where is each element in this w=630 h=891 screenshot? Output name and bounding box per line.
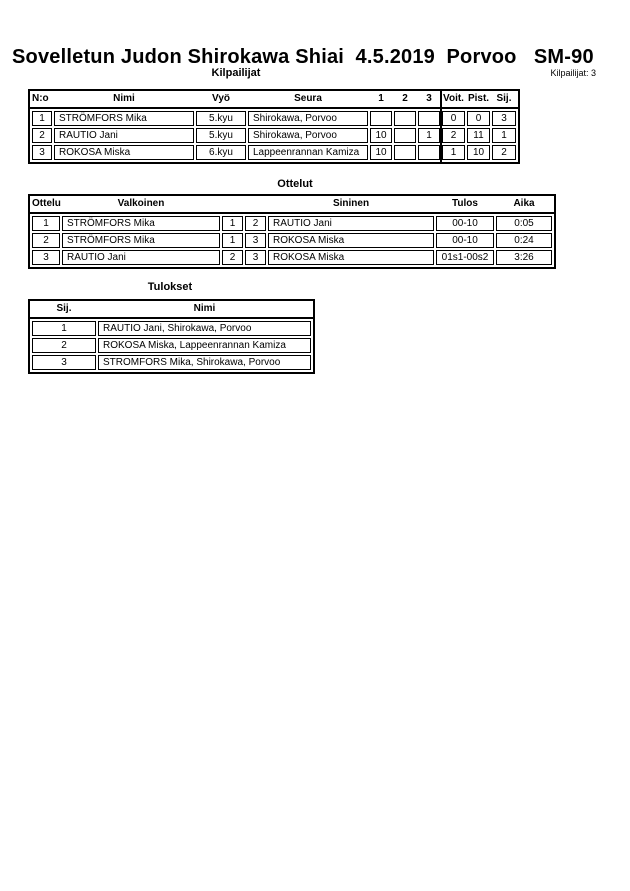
match-time: 0:05 xyxy=(496,216,552,231)
results-table-body xyxy=(30,319,313,372)
page-title: Sovelletun Judon Shirokawa Shiai 4.5.2019 Porvoo SM-90 xyxy=(12,46,594,68)
result-name: STROMFORS Mika, Shirokawa, Porvoo xyxy=(98,355,311,370)
competitor-count-label: Kilpailijat: 3 xyxy=(550,68,596,78)
competitor-score-r2 xyxy=(394,145,416,160)
match-white-name: STRÖMFORS Mika xyxy=(62,233,220,248)
col-header-name: Nimi xyxy=(193,303,216,314)
competitor-wins: 0 xyxy=(442,111,465,126)
result-place: 2 xyxy=(32,338,96,353)
match-time: 3:26 xyxy=(496,250,552,265)
competitor-place: 1 xyxy=(492,128,516,143)
matches-table xyxy=(28,194,556,269)
match-no: 1 xyxy=(32,216,60,231)
competitor-place: 2 xyxy=(492,145,516,160)
match-white-no: 1 xyxy=(222,216,243,231)
competitor-score-r1: 10 xyxy=(370,128,392,143)
competitor-belt: 6.kyu xyxy=(196,145,246,160)
match-white-name: STRÖMFORS Mika xyxy=(62,216,220,231)
match-no: 2 xyxy=(32,233,60,248)
competitor-wins: 2 xyxy=(442,128,465,143)
competitor-score-r3 xyxy=(418,111,440,126)
col-header-club: Seura xyxy=(294,93,322,104)
competitors-section-heading: Kilpailijat xyxy=(211,67,261,79)
result-name: RAUTIO Jani, Shirokawa, Porvoo xyxy=(98,321,311,336)
col-header-result: Tulos xyxy=(452,198,478,209)
col-header-points: Pist. xyxy=(467,93,490,104)
competitor-points: 0 xyxy=(467,111,490,126)
result-place: 1 xyxy=(32,321,96,336)
col-header-name: Nimi xyxy=(113,93,135,104)
competitor-no: 1 xyxy=(32,111,52,126)
competitor-place: 3 xyxy=(492,111,516,126)
competitor-club: Shirokawa, Porvoo xyxy=(248,128,368,143)
group-divider-line xyxy=(440,91,442,162)
match-no: 3 xyxy=(32,250,60,265)
results-table-header xyxy=(30,301,313,319)
match-blue-no: 3 xyxy=(245,250,266,265)
match-white-name: RAUTIO Jani xyxy=(62,250,220,265)
col-header-white: Valkoinen xyxy=(117,198,165,209)
competitor-club: Shirokawa, Porvoo xyxy=(248,111,368,126)
competitor-no: 3 xyxy=(32,145,52,160)
competitor-points: 10 xyxy=(467,145,490,160)
col-header-time: Aika xyxy=(513,198,535,209)
match-white-no: 1 xyxy=(222,233,243,248)
col-header-belt: Vyö xyxy=(212,93,230,104)
col-header-no: N:o xyxy=(32,93,49,104)
col-header-r2: 2 xyxy=(402,93,408,104)
match-result: 01s1-00s2 xyxy=(436,250,494,265)
match-blue-name: ROKOSA Miska xyxy=(268,250,434,265)
competitor-score-r1 xyxy=(370,111,392,126)
col-header-r1: 1 xyxy=(378,93,384,104)
competitor-belt: 5.kyu xyxy=(196,111,246,126)
competitor-no: 2 xyxy=(32,128,52,143)
competitor-score-r2 xyxy=(394,128,416,143)
competitors-table-body xyxy=(30,109,518,162)
competitor-score-r3: 1 xyxy=(418,128,440,143)
matches-section-heading: Ottelut xyxy=(277,178,313,190)
competitor-club: Lappeenrannan Kamiza xyxy=(248,145,368,160)
match-blue-name: RAUTIO Jani xyxy=(268,216,434,231)
result-name: ROKOSA Miska, Lappeenrannan Kamiza xyxy=(98,338,311,353)
result-place: 3 xyxy=(32,355,96,370)
results-table xyxy=(28,299,315,374)
competitor-wins: 1 xyxy=(442,145,465,160)
match-time: 0:24 xyxy=(496,233,552,248)
col-header-blue: Sininen xyxy=(332,198,370,209)
matches-table-body xyxy=(30,214,554,267)
match-result: 00-10 xyxy=(436,233,494,248)
col-header-place: Sij. xyxy=(496,93,512,104)
col-header-r3: 3 xyxy=(426,93,432,104)
competitor-points: 11 xyxy=(467,128,490,143)
match-blue-no: 2 xyxy=(245,216,266,231)
match-blue-name: ROKOSA Miska xyxy=(268,233,434,248)
competitor-score-r2 xyxy=(394,111,416,126)
col-header-wins: Voit. xyxy=(443,93,464,104)
competitor-name: STRÖMFORS Mika xyxy=(54,111,194,126)
col-header-match: Ottelu xyxy=(32,198,61,209)
match-blue-no: 3 xyxy=(245,233,266,248)
competitors-table xyxy=(28,89,520,164)
competitors-table-header xyxy=(30,91,518,109)
competitor-belt: 5.kyu xyxy=(196,128,246,143)
competitor-name: ROKOSA Miska xyxy=(54,145,194,160)
match-white-no: 2 xyxy=(222,250,243,265)
results-section-heading: Tulokset xyxy=(147,281,193,293)
match-result: 00-10 xyxy=(436,216,494,231)
col-header-place: Sij. xyxy=(56,303,72,314)
competitor-name: RAUTIO Jani xyxy=(54,128,194,143)
matches-table-header xyxy=(30,196,554,214)
competitor-score-r3 xyxy=(418,145,440,160)
competitor-score-r1: 10 xyxy=(370,145,392,160)
